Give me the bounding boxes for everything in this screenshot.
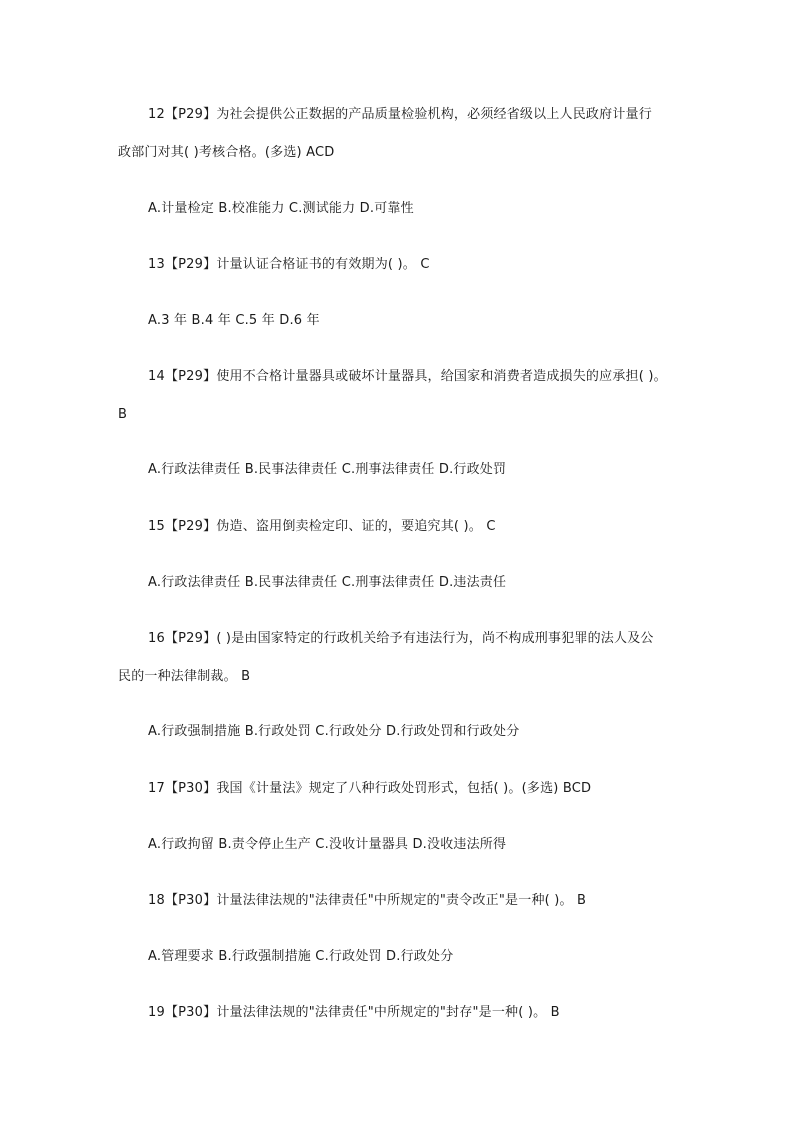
question-12-options: A.计量检定 B.校准能力 C.测试能力 D.可靠性 xyxy=(148,201,414,216)
question-17-options: A.行政拘留 B.责令停止生产 C.没收计量器具 D.没收违法所得 xyxy=(148,837,507,852)
question-14-line-2: B xyxy=(118,407,128,422)
question-12-line-1: 12【P29】为社会提供公正数据的产品质量检验机构，必须经省级以上人民政府计量行 xyxy=(148,107,652,122)
question-17-line-1: 17【P30】我国《计量法》规定了八种行政处罚形式，包括( )。(多选) BCD xyxy=(148,781,592,796)
question-14-options: A.行政法律责任 B.民事法律责任 C.刑事法律责任 D.行政处罚 xyxy=(148,462,507,477)
question-13-options: A.3 年 B.4 年 C.5 年 D.6 年 xyxy=(148,313,320,328)
question-16-line-2: 民的一种法律制裁。 B xyxy=(118,669,251,684)
question-12-line-2: 政部门对其( )考核合格。(多选) ACD xyxy=(118,145,335,160)
question-16-line-1: 16【P29】( )是由国家特定的行政机关给予有违法行为，尚不构成刑事犯罪的法人及公 xyxy=(148,631,654,646)
question-18-line-1: 18【P30】计量法律法规的"法律责任"中所规定的"责令改正"是一种( )。 B xyxy=(148,893,587,908)
question-16-options: A.行政强制措施 B.行政处罚 C.行政处分 D.行政处罚和行政处分 xyxy=(148,724,520,739)
question-13-line-1: 13【P29】计量认证合格证书的有效期为( )。 C xyxy=(148,257,430,272)
question-18-options: A.管理要求 B.行政强制措施 C.行政处罚 D.行政处分 xyxy=(148,949,454,964)
question-15-line-1: 15【P29】伪造、盗用倒卖检定印、证的，要追究其( )。 C xyxy=(148,519,496,534)
question-14-line-1: 14【P29】使用不合格计量器具或破坏计量器具，给国家和消费者造成损失的应承担( )。 xyxy=(148,369,667,384)
question-15-options: A.行政法律责任 B.民事法律责任 C.刑事法律责任 D.违法责任 xyxy=(148,575,507,590)
question-19-line-1: 19【P30】计量法律法规的"法律责任"中所规定的"封存"是一种( )。 B xyxy=(148,1005,560,1020)
